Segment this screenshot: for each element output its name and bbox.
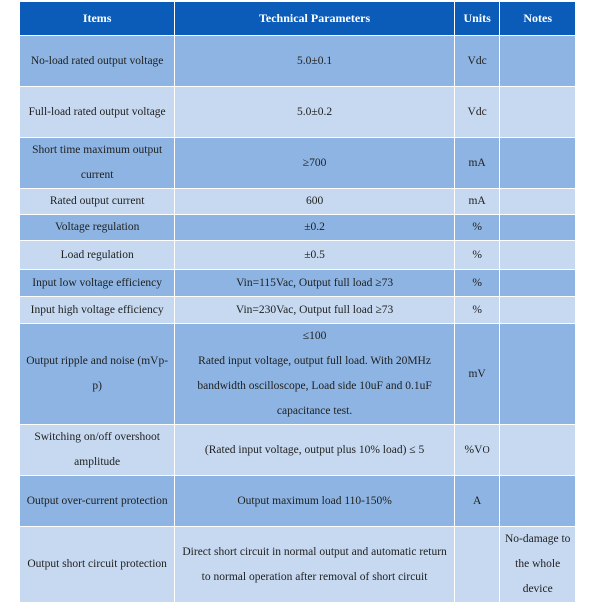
table-row: [20, 215, 576, 241]
unit-cell: %: [454, 215, 500, 241]
note-cell: [500, 36, 576, 87]
item-cell: Output short circuit protection: [20, 527, 175, 603]
header-items: Items: [20, 2, 175, 36]
unit-cell: mV: [454, 324, 500, 425]
param-cell: 600: [175, 189, 455, 215]
note-cell: [500, 270, 576, 297]
unit-cell: [454, 425, 500, 476]
table-row: [20, 324, 576, 425]
unit-cell: %: [454, 241, 500, 270]
item-cell: Input high voltage efficiency: [20, 297, 175, 324]
table-row: [20, 527, 576, 603]
technical-parameters-table: [19, 1, 576, 603]
param-conditions: Rated input voltage, output full load. With 20MHz bandwidth oscilloscope, Load side 10uF and 0.1uF capacitance test.: [197, 355, 432, 417]
unit-text: %V: [464, 443, 483, 456]
note-cell: [500, 425, 576, 476]
note-cell: [500, 189, 576, 215]
table-row: [20, 138, 576, 189]
unit-cell: mA: [454, 138, 500, 189]
table-row: [20, 476, 576, 527]
param-cell: 5.0±0.2: [175, 87, 455, 138]
note-cell: [500, 241, 576, 270]
item-cell: Rated output current: [20, 189, 175, 215]
param-cell: 5.0±0.1: [175, 36, 455, 87]
item-cell: Load regulation: [20, 241, 175, 270]
table-row: [20, 87, 576, 138]
param-cell: Vin=115Vac, Output full load ≥73: [175, 270, 455, 297]
item-cell: Voltage regulation: [20, 215, 175, 241]
header-row: [20, 2, 576, 36]
unit-cell: [454, 527, 500, 603]
item-cell: Full-load rated output voltage: [20, 87, 175, 138]
item-cell: Output over-current protection: [20, 476, 175, 527]
note-cell: [500, 215, 576, 241]
item-cell: No-load rated output voltage: [20, 36, 175, 87]
table-row: [20, 297, 576, 324]
unit-cell: Vdc: [454, 87, 500, 138]
param-cell: Output maximum load 110-150%: [175, 476, 455, 527]
item-cell: Switching on/off overshoot amplitude: [20, 425, 175, 476]
item-cell: Output ripple and noise (mVp-p): [20, 324, 175, 425]
param-cell: [175, 324, 455, 425]
unit-subscript: O: [482, 444, 490, 456]
table-row: [20, 241, 576, 270]
param-cell: Vin=230Vac, Output full load ≥73: [175, 297, 455, 324]
param-cell: ≥700: [175, 138, 455, 189]
note-cell: [500, 138, 576, 189]
table-row: [20, 36, 576, 87]
table-row: [20, 189, 576, 215]
note-cell: [500, 476, 576, 527]
note-cell: [500, 87, 576, 138]
unit-cell: %: [454, 297, 500, 324]
unit-cell: A: [454, 476, 500, 527]
param-cell: ±0.2: [175, 215, 455, 241]
note-cell: [500, 297, 576, 324]
param-cell: ±0.5: [175, 241, 455, 270]
note-cell: [500, 324, 576, 425]
unit-cell: Vdc: [454, 36, 500, 87]
note-cell: No-damage to the whole device: [500, 527, 576, 603]
param-limit: ≤100: [302, 330, 327, 342]
header-notes: Notes: [500, 2, 576, 36]
header-technical-parameters: Technical Parameters: [175, 2, 455, 36]
unit-cell: %: [454, 270, 500, 297]
table-row: [20, 270, 576, 297]
param-cell: (Rated input voltage, output plus 10% load) ≤ 5: [175, 425, 455, 476]
item-cell: Short time maximum output current: [20, 138, 175, 189]
unit-cell: mA: [454, 189, 500, 215]
header-units: Units: [454, 2, 500, 36]
param-cell: Direct short circuit in normal output and automatic return to normal operation after removal of short circuit: [175, 527, 455, 603]
item-cell: Input low voltage efficiency: [20, 270, 175, 297]
table-row: [20, 425, 576, 476]
